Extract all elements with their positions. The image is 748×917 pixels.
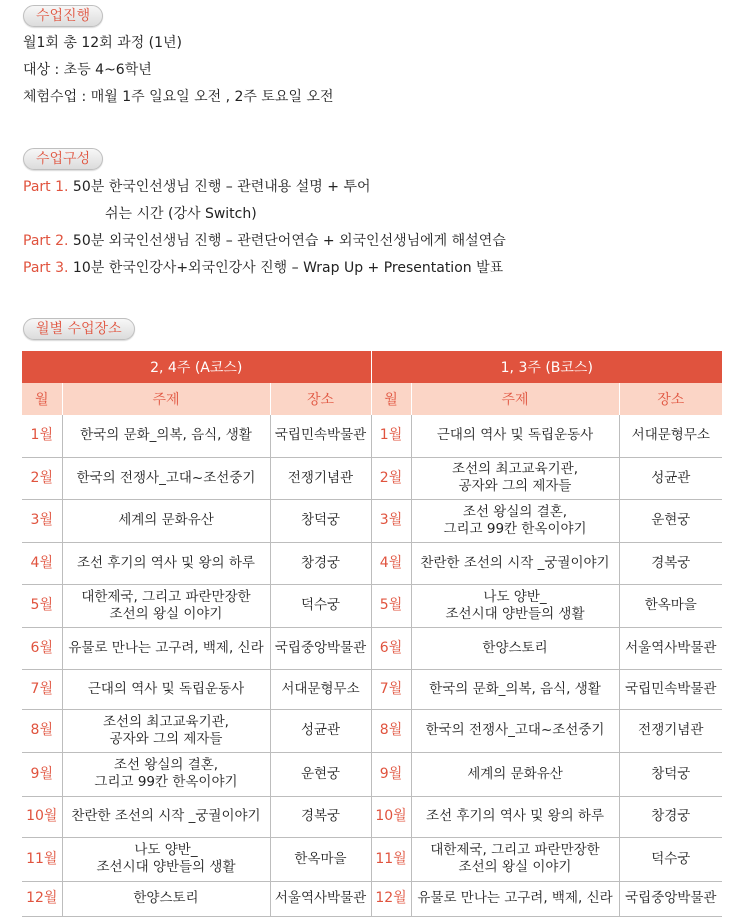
- month-cell: 1월: [22, 415, 62, 457]
- table-row: [22, 627, 722, 669]
- table-row: [22, 584, 722, 627]
- topic-cell: 조선 왕실의 결혼, 그리고 99칸 한옥이야기: [62, 752, 270, 796]
- course-a-header: 2, 4주 (A코스): [22, 351, 371, 383]
- part-label: Part 1.: [23, 179, 69, 195]
- month-cell: 9월: [371, 752, 411, 796]
- month-cell: 2월: [371, 457, 411, 499]
- month-cell: 10월: [371, 796, 411, 837]
- section-title-class-structure: 수업구성: [23, 148, 103, 170]
- part-line: [23, 178, 371, 196]
- part-text: 50분 한국인선생님 진행 – 관련내용 설명 + 투어: [72, 179, 371, 195]
- topic-cell: 유물로 만나는 고구려, 백제, 신라: [62, 627, 270, 669]
- month-cell: 9월: [22, 752, 62, 796]
- place-cell: 성균관: [619, 457, 722, 499]
- month-cell: 2월: [22, 457, 62, 499]
- place-cell: 덕수궁: [619, 837, 722, 881]
- table-row: [22, 542, 722, 584]
- place-cell: 경복궁: [270, 796, 371, 837]
- part-line: [105, 205, 257, 223]
- month-cell: 5월: [22, 584, 62, 627]
- topic-cell: 조선의 최고교육기관, 공자와 그의 제자들: [62, 709, 270, 752]
- place-cell: 창덕궁: [619, 752, 722, 796]
- place-cell: 서울역사박물관: [619, 627, 722, 669]
- course-b-header: 1, 3주 (B코스): [371, 351, 722, 383]
- part-line: [23, 232, 506, 250]
- place-cell: 서대문형무소: [619, 415, 722, 457]
- topic-cell: 조선 후기의 역사 및 왕의 하루: [62, 542, 270, 584]
- place-cell: 경복궁: [619, 542, 722, 584]
- place-cell: 국립중앙박물관: [619, 881, 722, 916]
- table-row: [22, 837, 722, 881]
- place-cell: 서울역사박물관: [270, 881, 371, 916]
- topic-cell: 세계의 문화유산: [62, 499, 270, 542]
- schedule-rows: [22, 415, 722, 916]
- part-line: [23, 259, 503, 277]
- month-cell: 12월: [22, 881, 62, 916]
- month-cell: 4월: [371, 542, 411, 584]
- col-month: 월: [371, 383, 411, 415]
- place-cell: 서대문형무소: [270, 669, 371, 709]
- table-row: [22, 752, 722, 796]
- month-cell: 7월: [22, 669, 62, 709]
- place-cell: 전쟁기념관: [270, 457, 371, 499]
- topic-cell: 조선의 최고교육기관, 공자와 그의 제자들: [411, 457, 619, 499]
- table-row: [22, 709, 722, 752]
- info-line: 체험수업 : 매월 1주 일요일 오전 , 2주 토요일 오전: [23, 89, 334, 105]
- topic-cell: 찬란한 조선의 시작 _궁궐이야기: [62, 796, 270, 837]
- info-line: 월1회 총 12회 과정 (1년): [23, 35, 183, 51]
- part-text: 10분 한국인강사+외국인강사 진행 – Wrap Up + Presentation 발표: [72, 260, 504, 276]
- month-cell: 1월: [371, 415, 411, 457]
- col-place: 장소: [270, 383, 371, 415]
- part-text: 쉬는 시간 (강사 Switch): [105, 206, 257, 222]
- place-cell: 덕수궁: [270, 584, 371, 627]
- topic-cell: 한양스토리: [411, 627, 619, 669]
- topic-cell: 한국의 전쟁사_고대~조선중기: [62, 457, 270, 499]
- place-cell: 성균관: [270, 709, 371, 752]
- topic-cell: 조선 후기의 역사 및 왕의 하루: [411, 796, 619, 837]
- month-cell: 7월: [371, 669, 411, 709]
- part-text: 50분 외국인선생님 진행 – 관련단어연습 + 외국인선생님에게 해설연습: [72, 233, 506, 249]
- place-cell: 국립민속박물관: [619, 669, 722, 709]
- table-row: [22, 415, 722, 457]
- table-row: [22, 457, 722, 499]
- part-label: Part 2.: [23, 233, 69, 249]
- place-cell: 전쟁기념관: [619, 709, 722, 752]
- place-cell: 창경궁: [270, 542, 371, 584]
- month-cell: 11월: [371, 837, 411, 881]
- month-cell: 8월: [22, 709, 62, 752]
- place-cell: 국립중앙박물관: [270, 627, 371, 669]
- section-title-monthly-places: 월별 수업장소: [23, 318, 135, 340]
- topic-cell: 나도 양반_ 조선시대 양반들의 생활: [411, 584, 619, 627]
- table-row: [22, 796, 722, 837]
- month-cell: 3월: [371, 499, 411, 542]
- table-row: [22, 499, 722, 542]
- month-cell: 5월: [371, 584, 411, 627]
- month-cell: 8월: [371, 709, 411, 752]
- place-cell: 운현궁: [619, 499, 722, 542]
- place-cell: 한옥마을: [270, 837, 371, 881]
- col-topic: 주제: [62, 383, 270, 415]
- col-topic: 주제: [411, 383, 619, 415]
- place-cell: 국립민속박물관: [270, 415, 371, 457]
- month-cell: 6월: [22, 627, 62, 669]
- topic-cell: 세계의 문화유산: [411, 752, 619, 796]
- topic-cell: 나도 양반_ 조선시대 양반들의 생활: [62, 837, 270, 881]
- table-row: [22, 881, 722, 916]
- topic-cell: 조선 왕실의 결혼, 그리고 99칸 한옥이야기: [411, 499, 619, 542]
- topic-cell: 한국의 문화_의복, 음식, 생활: [411, 669, 619, 709]
- topic-cell: 한국의 문화_의복, 음식, 생활: [62, 415, 270, 457]
- month-cell: 6월: [371, 627, 411, 669]
- topic-cell: 대한제국, 그리고 파란만장한 조선의 왕실 이야기: [411, 837, 619, 881]
- place-cell: 한옥마을: [619, 584, 722, 627]
- topic-cell: 한국의 전쟁사_고대~조선중기: [411, 709, 619, 752]
- month-cell: 4월: [22, 542, 62, 584]
- topic-cell: 근대의 역사 및 독립운동사: [411, 415, 619, 457]
- month-cell: 3월: [22, 499, 62, 542]
- place-cell: 창덕궁: [270, 499, 371, 542]
- topic-cell: 찬란한 조선의 시작 _궁궐이야기: [411, 542, 619, 584]
- month-cell: 12월: [371, 881, 411, 916]
- section-title-class-progress: 수업진행: [23, 5, 103, 27]
- info-line: 대상 : 초등 4~6학년: [23, 62, 152, 78]
- table-row: [22, 669, 722, 709]
- topic-cell: 한양스토리: [62, 881, 270, 916]
- topic-cell: 대한제국, 그리고 파란만장한 조선의 왕실 이야기: [62, 584, 270, 627]
- col-place: 장소: [619, 383, 722, 415]
- col-month: 월: [22, 383, 62, 415]
- place-cell: 창경궁: [619, 796, 722, 837]
- part-label: Part 3.: [23, 260, 69, 276]
- place-cell: 운현궁: [270, 752, 371, 796]
- topic-cell: 유물로 만나는 고구려, 백제, 신라: [411, 881, 619, 916]
- month-cell: 11월: [22, 837, 62, 881]
- schedule-table: [22, 351, 722, 917]
- month-cell: 10월: [22, 796, 62, 837]
- topic-cell: 근대의 역사 및 독립운동사: [62, 669, 270, 709]
